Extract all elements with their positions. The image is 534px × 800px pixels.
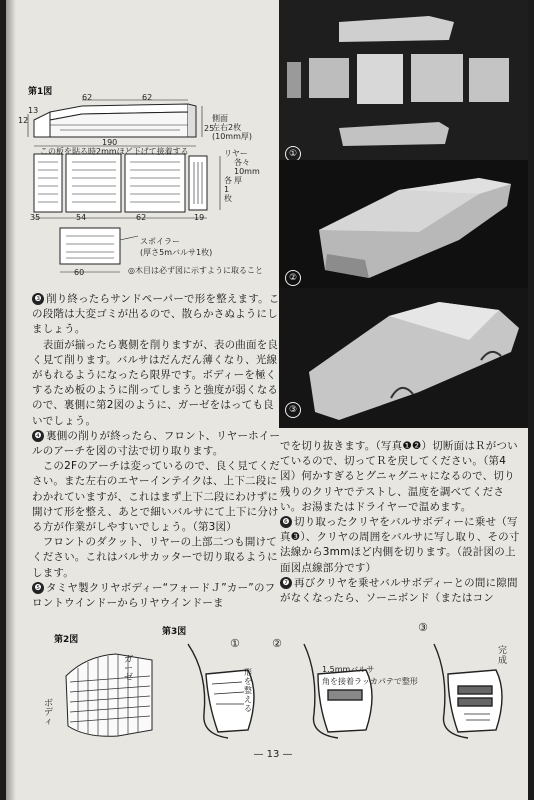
figure3-step-2: ② [272, 637, 282, 650]
figure3-step-3: ③ [418, 621, 428, 634]
page-number: — 13 — [253, 749, 293, 760]
paragraph-arch [32, 459, 282, 535]
magazine-page [6, 0, 528, 800]
paragraph-back-side-text: 表面が揃ったら裏側を削りますが、表の曲面を良く見て削ります。バルサはだんだん薄くなり、光線がもれるようになったら限界です。ボディーを極くするため板のように削ってしまうと強度が弱くなるので、裏側に第2図のように、ガーゼをはっても良いでしょう。 [32, 338, 279, 427]
figure2-drawing [56, 646, 166, 742]
paragraph-duct-text: フロントのダクット、リヤーの上部二つも開けてください。これはバルサカッターで切り取るようにします。 [32, 536, 278, 579]
figure3-title: 第3図 [162, 627, 187, 637]
photo-1-number: ① [285, 146, 301, 160]
figure2-title: 第2図 [54, 635, 79, 645]
fig1-spoiler-label: スポイラー [140, 237, 180, 246]
right-column-text [280, 439, 520, 606]
figure3-drawing [178, 634, 524, 744]
paragraph-cut-window-text: でを切り抜きます。（写真❶❷）切断面はＲがついているので、切ってＲを戻してください。（第4図）何かすぎるとグニャグニャになるので、切り残りのクリヤでテストし、温度を調べてください。お湯またはドライヤーで温めます。 [280, 440, 518, 513]
fig1-rear-label: リヤー [224, 149, 248, 158]
fig1-dim-mid-3: 62 [136, 213, 147, 222]
figure1-title: 第1図 [28, 87, 53, 97]
figure3-balsa-label: 1.5mmバルサ [322, 665, 375, 674]
paragraph-5 [32, 581, 282, 611]
figure3-done-label: 完成 [498, 646, 508, 666]
step-3-marker: ❸ [32, 293, 44, 305]
photo-2 [279, 160, 528, 288]
step-6-marker: ❻ [280, 516, 292, 528]
paragraph-7-text: 再びクリヤを乗せバルサボディーとの間に隙間がなくなったら、ソーニボンド（またはコン [280, 576, 518, 605]
paragraph-4-text: 裏側の削りが終ったら、フロント、リヤーホイールのアーチを図の寸法で切り取ります。 [32, 429, 281, 458]
paragraph-6 [280, 515, 520, 576]
step-5-marker: ❺ [32, 582, 44, 594]
figure3-corner-note: 角を接着ラッカパテで整形 [322, 677, 418, 686]
fig1-rear-count: 各1枚 [224, 176, 232, 203]
paragraph-5-text: タミヤ製クリヤボディー“フォードＪ”カー”のフロントウインドーからリヤウインドーま [32, 581, 276, 610]
figure2-body-label: ボディ [44, 699, 54, 727]
photo-3-number: ③ [285, 402, 301, 418]
paragraph-4 [32, 429, 282, 459]
step-4-marker: ❹ [32, 430, 44, 442]
fig1-dim-top-1: 62 [82, 93, 93, 102]
figure2-gauze-label: ガーゼ [124, 655, 134, 683]
fig1-grain-note: ◎木目は必ず図に示すように取ること [128, 266, 263, 275]
photo-3-car-with-clear-body [279, 288, 528, 428]
page-gutter-shadow [6, 0, 16, 800]
photo-2-number: ② [285, 270, 301, 286]
paragraph-3-text: 削り終ったらサンドペーパーで形を整えます。この段階は大変ゴミが出るので、散らかさぬようにしましょう。 [32, 293, 280, 336]
fig1-side-panel-label: 側面 左右2枚 (10mm厚) [212, 114, 253, 141]
fig1-dim-bottom: 190 [102, 138, 118, 147]
figure3-step-1: ① [230, 637, 240, 650]
paragraph-3 [32, 292, 282, 338]
figure3-shape-label: 形を整える [244, 668, 252, 713]
fig1-dim-mid-2: 54 [76, 213, 87, 222]
fig1-glue-note: この板を貼る時2mmほど下げて接着する [40, 147, 189, 156]
paragraph-7 [280, 576, 520, 606]
fig1-dim-side-b: 25 [204, 124, 215, 133]
fig1-dim-side-c: 13 [28, 106, 39, 115]
paragraph-6-text: 切り取ったクリヤをバルサボディーに乗せ（写真❸）、クリヤの周囲をバルサに写し取り、その寸法線から3mmほど内側を切ります。（設計図の上面図点線部分です） [280, 516, 520, 574]
photo-2-car-body [279, 160, 528, 288]
paragraph-cut-window [280, 439, 520, 515]
fig1-rear-thickness: 各々10mm厚 [234, 158, 260, 185]
fig1-dim-mid-1: 35 [30, 213, 41, 222]
paragraph-duct [32, 535, 282, 581]
fig1-dim-top-2: 62 [142, 93, 153, 102]
photo-3 [279, 288, 528, 428]
paragraph-back-side [32, 338, 282, 429]
fig1-spoiler-material: (厚さ5mバルサ1枚) [140, 248, 213, 257]
photo-1-pieces [279, 0, 528, 160]
fig1-dim-side-a: 12 [18, 116, 29, 125]
fig1-dim-spoiler: 60 [74, 268, 85, 277]
photo-1 [279, 0, 528, 160]
paragraph-arch-text: この2Fのアーチは変っているので、良く見てください。また左右のエヤーインテイクは、上下二段にわかれていますが、これはまず上下二段にわけずに開けて形を整え、あとで細いバルサにて上下に分ける方が作業がしやすいでしょう。（第3図） [32, 460, 280, 534]
left-column-text [32, 292, 282, 611]
step-7-marker: ❼ [280, 577, 292, 589]
fig1-dim-mid-4: 19 [194, 213, 205, 222]
